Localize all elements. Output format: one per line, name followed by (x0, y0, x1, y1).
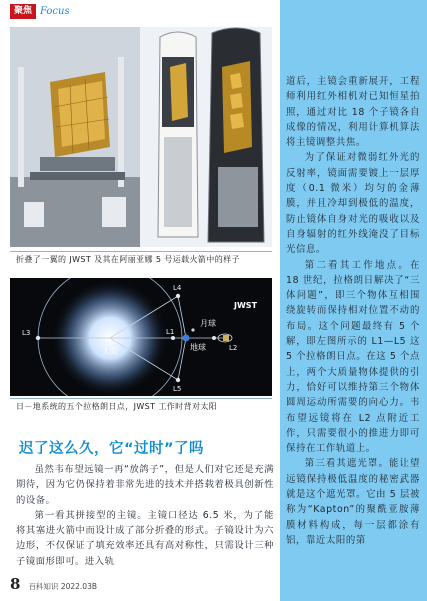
lagrange-diagram (10, 278, 272, 396)
right-column-text (286, 74, 420, 548)
moon-dot (191, 328, 194, 331)
earth-dot (183, 335, 190, 342)
figure2-caption: 日－地系统的五个拉格朗日点，JWST 工作时背对太阳 (10, 398, 272, 414)
label-l4: L4 (173, 284, 182, 292)
left-paragraph-1: 虽然韦布望远镜一再“放鸽子”，但是人们对它还是充满期待，因为它仍保持着非常先进的技术并搭载着极具创新性的设备。 (16, 464, 274, 506)
rocket-fairing-illustration (140, 27, 272, 247)
label-earth: 地球 (190, 343, 206, 352)
right-paragraph-2: 为了保证对微弱红外光的反射率，镜面需要镀上一层厚度（0.1 微米）均匀的金薄膜，并且冷却到极低的温度，防止镜体自身对光的吸收以及自身辐射的红外线淹没了目标光信息。 (286, 152, 420, 256)
section-label-cn: 聚焦 (10, 4, 36, 19)
figure1-caption: 折叠了一翼的 JWST 及其在阿丽亚娜 5 号运载火箭中的样子 (10, 251, 272, 267)
jwst-folded-photo (10, 27, 140, 247)
label-l3: L3 (22, 329, 31, 337)
label-jwst: JWST (234, 301, 258, 310)
magazine-issue: 百科知识 2022.03B (28, 582, 97, 591)
left-column-text (16, 462, 274, 569)
label-moon: 月球 (200, 319, 216, 328)
page-footer (10, 575, 97, 595)
label-l5: L5 (173, 385, 182, 393)
jwst-photo-figure (10, 27, 272, 247)
right-paragraph-4: 第三看其遮光罩。能让望远镜保持极低温度的秘密武器就是这个遮光罩。它由 5 层被称为“Kapton”的聚酰亚胺薄膜材料构成，每一层都涂有铝，靠近太阳的第 (286, 458, 420, 546)
page-number: 8 (10, 575, 21, 593)
label-l1: L1 (166, 328, 175, 336)
section-tag (10, 3, 70, 19)
right-paragraph-1: 道后，主镜会重新展开，工程师利用红外相机对已知恒星拍照，通过对比 18 个子镜各自成像的情况，利用计算机算法将主镜调整共焦。 (286, 76, 420, 149)
right-paragraph-3: 第二看其工作地点。在 18 世纪，拉格朗日解决了“三体问题”，即三个物体互相围绕旋转而保持相对位置不动的布局。这个问题最终有 5 个解，即左图所示的 L1—L5 这 5 个拉格朗日点。在这 5 个点上，两个大质量物体提供的引力，恰好可以维持第三个物体圆周运动所需要的向心力。韦布望远镜将在 L2 点附近工作，只需要很小的推进力即可保持在工作轨道上。 (286, 259, 420, 455)
label-sun: 太阳 (102, 347, 118, 356)
article-heading: 迟了这么久，它“过时”了吗 (19, 441, 205, 457)
label-l2: L2 (229, 344, 238, 352)
left-paragraph-2: 第一看其拼接型的主镜。主镜口径达 6.5 米，为了能将其塞进火箭中而设计成了部分折叠的形式。子镜设计为六边形，不仅保证了填充效率还具有高对称性，只需设计三种子镜面形即可。进入轨 (16, 509, 274, 567)
section-label-en: Focus (40, 5, 70, 17)
